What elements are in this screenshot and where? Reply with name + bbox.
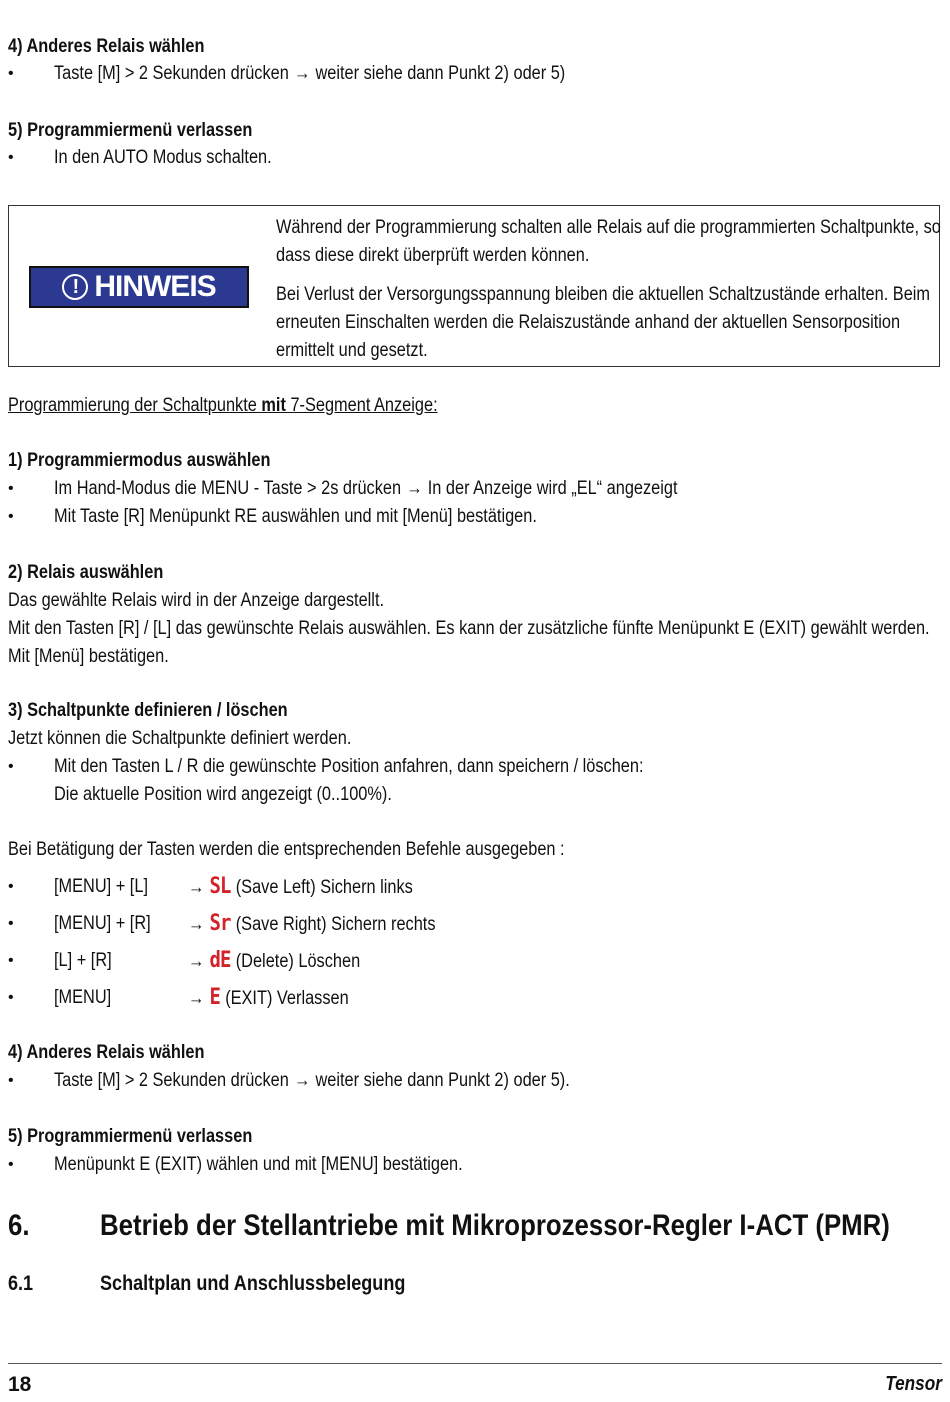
arrow-icon: → (188, 988, 205, 1009)
paragraph-line: Bei Betätigung der Tasten werden die entsprechenden Befehle ausgegeben : (8, 839, 565, 860)
bullet-text: Taste [M] > 2 Sekunden drücken → weiter siehe dann Punkt 2) oder 5). (54, 1070, 570, 1091)
intro-line: Programmierung der Schaltpunkte mit 7-Segment Anzeige: (8, 395, 438, 416)
exclamation-icon: ! (62, 274, 88, 300)
bullet-text: Im Hand-Modus die MENU - Taste > 2s drücken → In der Anzeige wird „EL“ angezeigt (54, 478, 678, 499)
paragraph-line: Jetzt können die Schaltpunkte definiert werden. (8, 728, 352, 749)
bullet: • (8, 480, 14, 497)
chapter-title: Betrieb der Stellantriebe mit Mikroprozessor-Regler I-ACT (PMR) (100, 1209, 890, 1242)
command-keys: [MENU] + [L] (54, 876, 148, 897)
paragraph-line: Mit den Tasten [R] / [L] das gewünschte Relais auswählen. Es kann der zusätzliche fünfte Menüpunkt E (EXIT) gewählt werden. (8, 618, 930, 639)
paragraph-line: Das gewählte Relais wird in der Anzeige dargestellt. (8, 590, 385, 611)
bullet: • (8, 758, 14, 775)
heading-exit-menu-2: 5) Programmiermenü verlassen (8, 1126, 253, 1147)
command-keys: [L] + [R] (54, 950, 112, 971)
bullet-text-continued: Die aktuelle Position wird angezeigt (0..100%). (54, 784, 392, 805)
bullet-text: In den AUTO Modus schalten. (54, 147, 272, 168)
subchapter-number: 6.1 (8, 1272, 34, 1295)
subchapter-title: Schaltplan und Anschlussbelegung (100, 1272, 406, 1295)
bullet: • (8, 1072, 14, 1089)
arrow-icon: → (406, 478, 423, 499)
hint-text-line: Bei Verlust der Versorgungsspannung bleiben die aktuellen Schaltzustände erhalten. Beim (276, 284, 931, 305)
command-description: (EXIT) Verlassen (225, 988, 349, 1009)
hint-text-line: ermittelt und gesetzt. (276, 340, 428, 361)
bullet-text: Mit Taste [R] Menüpunkt RE auswählen und mit [Menü] bestätigen. (54, 506, 537, 527)
bullet-text: Mit den Tasten L / R die gewünschte Position anfahren, dann speichern / löschen: (54, 756, 644, 777)
paragraph-line: Mit [Menü] bestätigen. (8, 646, 169, 667)
bullet: • (8, 878, 14, 895)
heading-exit-menu-1: 5) Programmiermenü verlassen (8, 120, 253, 141)
heading-other-relay-2: 4) Anderes Relais wählen (8, 1042, 205, 1063)
bullet: • (8, 915, 14, 932)
document-page (8, 0, 942, 1402)
bullet-text: Menüpunkt E (EXIT) wählen und mit [MENU] bestätigen. (54, 1154, 463, 1175)
hint-box (8, 205, 940, 367)
hint-text-line: Während der Programmierung schalten alle Relais auf die programmierten Schaltpunkte, so (276, 217, 941, 238)
chapter-number: 6. (8, 1209, 30, 1242)
command-description: (Save Left) Sichern links (235, 877, 413, 898)
seven-segment-code: E (209, 985, 221, 1010)
command-description: (Delete) Löschen (235, 951, 361, 972)
hint-badge (29, 266, 249, 308)
seven-segment-code: dE (209, 948, 231, 973)
seven-segment-code: SL (209, 874, 231, 899)
command-result (188, 949, 360, 974)
bullet: • (8, 508, 14, 525)
bullet-text: Taste [M] > 2 Sekunden drücken → weiter siehe dann Punkt 2) oder 5) (54, 63, 566, 84)
bullet: • (8, 1156, 14, 1173)
hint-label: HINWEIS (94, 270, 216, 303)
arrow-icon: → (188, 914, 205, 935)
bullet: • (8, 952, 14, 969)
bullet: • (8, 149, 14, 166)
page-number: 18 (8, 1373, 32, 1396)
footer-divider (8, 1363, 942, 1364)
heading-other-relay-1: 4) Anderes Relais wählen (8, 36, 205, 57)
arrow-icon: → (293, 63, 311, 84)
bullet: • (8, 65, 14, 82)
heading-select-mode: 1) Programmiermodus auswählen (8, 450, 271, 471)
hint-text-line: dass diese direkt überprüft werden können. (276, 245, 590, 266)
command-description: (Save Right) Sichern rechts (235, 914, 436, 935)
arrow-icon: → (188, 877, 205, 898)
command-result (188, 986, 349, 1011)
command-keys: [MENU] (54, 987, 112, 1008)
arrow-icon: → (188, 951, 205, 972)
hint-text-line: erneuten Einschalten werden die Relaiszustände anhand der aktuellen Sensorposition (276, 312, 901, 333)
seven-segment-code: Sr (209, 911, 231, 936)
arrow-icon: → (293, 1070, 311, 1091)
command-keys: [MENU] + [R] (54, 913, 151, 934)
command-result (188, 912, 436, 937)
heading-define-points: 3) Schaltpunkte definieren / löschen (8, 700, 288, 721)
heading-select-relay: 2) Relais auswählen (8, 562, 164, 583)
command-result (188, 875, 413, 900)
bullet: • (8, 989, 14, 1006)
brand-logo: Tensor (885, 1373, 942, 1395)
